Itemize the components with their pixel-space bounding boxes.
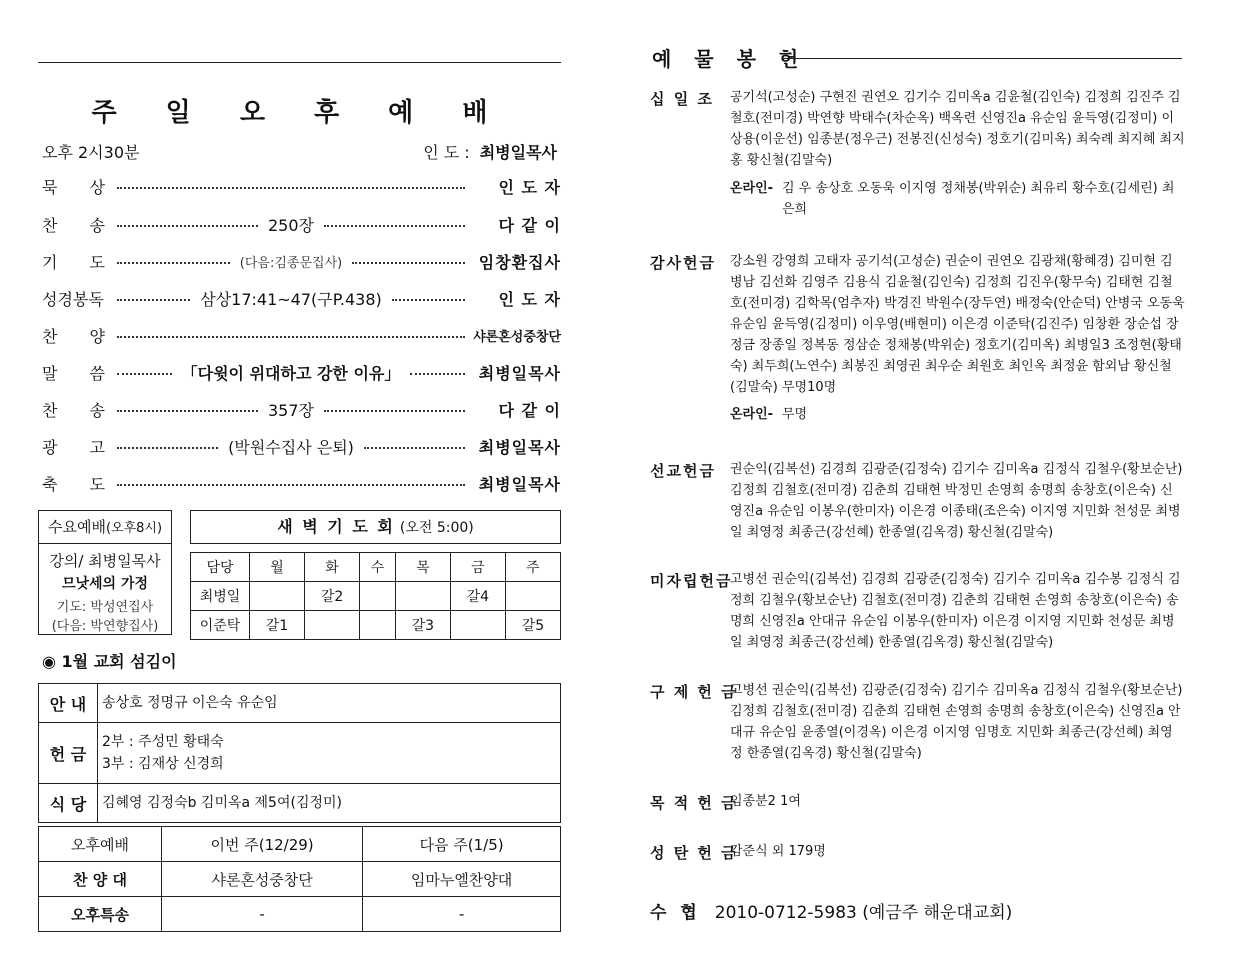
online-names: 김 우 송상호 오동욱 이지영 정채봉(박위순) 최유리 황수호(김세린) 최은희	[782, 181, 1175, 217]
dawn-cell: 갈1	[250, 611, 305, 640]
order-label-char: 도	[89, 252, 105, 272]
duty-label: 헌 금	[39, 723, 98, 784]
online-label: 온라인-	[730, 407, 774, 422]
order-row	[38, 212, 561, 236]
order-item: (박원수집사 은퇴)	[228, 437, 354, 457]
duty-line: 송상호 정명규 이은숙 유순임	[102, 695, 278, 711]
offering-label: 십 일 조	[650, 90, 714, 108]
dawn-cell: 갈5	[505, 611, 560, 640]
order-row	[38, 397, 561, 421]
account-label: 수 협	[650, 903, 701, 923]
order-label	[38, 250, 113, 273]
duty-names	[98, 684, 561, 723]
offering-names: 고병선 권순익(김복선) 김경희 김광준(김정숙) 김기수 김미옥a 김수봉 김정식 김정희 김철우(황보순난) 김철호(전미경) 김춘희 김태현 손영희 송창호(이은숙) 송명희 신영진a 안대규 유순임 이봉우(한미자) 이은경 이지영 지민화 천성문 최병일 최영정 최종근(강선혜) 한종열(김옥경) 황신철(김말숙)	[730, 572, 1181, 650]
offering-names: 임종분2 1여	[730, 794, 801, 809]
offering-title: 예 물 봉 헌	[652, 47, 807, 71]
order-label	[38, 324, 113, 347]
wednesday-topic: 므낫세의 가정	[61, 576, 149, 592]
order-label	[38, 287, 113, 310]
leader-dots	[117, 299, 190, 301]
dawn-cell	[360, 582, 396, 611]
leader-dots	[117, 336, 465, 338]
order-label	[38, 398, 113, 421]
duty-names	[98, 784, 561, 823]
duty-row	[39, 784, 561, 823]
order-label-char: 찬	[42, 326, 58, 346]
order-row	[38, 286, 561, 310]
order-row	[38, 174, 561, 198]
offering-label: 미자립헌금	[650, 572, 733, 590]
dawn-header-cell: 담당	[191, 553, 250, 582]
wednesday-title-box	[38, 510, 172, 544]
order-item: 250장	[268, 215, 314, 235]
wednesday-info-box	[38, 543, 172, 635]
weekly-table	[38, 826, 561, 932]
order-person: 샤론혼성중창단	[473, 329, 561, 345]
order-row	[38, 249, 561, 273]
weekly-cell: -	[363, 897, 561, 932]
order-person: 다 같 이	[498, 400, 561, 420]
dawn-cell: 이준탁	[191, 611, 250, 640]
dawn-header-row	[191, 553, 561, 582]
online-names: 무명	[782, 407, 808, 422]
leader-label: 인 도 :	[423, 143, 470, 162]
order-label-char: 양	[89, 326, 105, 346]
service-leader	[423, 140, 557, 163]
duty-row	[39, 723, 561, 784]
weekly-cell: -	[162, 897, 363, 932]
order-row	[38, 360, 561, 384]
order-label-char: 광	[42, 437, 58, 457]
wednesday-time: (오후8시)	[105, 521, 163, 536]
offering-label: 선교헌금	[650, 462, 716, 480]
offering-names: 고병선 권순익(김복선) 김광준(김정숙) 김기수 김미옥a 김정식 김철우(황보순난) 김정희 김철호(전미경) 김춘희 김태현 손영희 송명희 송창호(이은숙) 신영진a 안대규 유순임 윤종열(이경옥) 이은경 이지영 임명호 지민화 최종근(강선혜) 최영정 한종열(김옥경) 황신철(김말숙)	[730, 683, 1183, 761]
dawn-cell: 최병일	[191, 582, 250, 611]
order-label	[38, 361, 113, 384]
order-label-char: 성경봉독	[42, 289, 104, 309]
weekly-cell: 찬 양 대	[39, 862, 162, 897]
dawn-title-box	[190, 510, 561, 544]
weekly-cell: 오후특송	[39, 897, 162, 932]
duty-line: 2부 : 주성민 황태숙	[102, 734, 224, 750]
order-label-char: 송	[89, 400, 105, 420]
offering-label: 성 탄 헌 금	[650, 844, 738, 862]
order-label-char: 고	[89, 437, 105, 457]
service-time: 오후 2시30분	[42, 143, 140, 162]
online-label: 온라인-	[730, 181, 774, 196]
dawn-header-cell: 금	[450, 553, 505, 582]
weekly-cell: 이번 주(12/29)	[162, 827, 363, 862]
wednesday-prayer: 기도: 박성연집사	[56, 600, 154, 615]
order-row	[38, 323, 561, 347]
offering-names: 권순익(김복선) 김경희 김광준(김정숙) 김기수 김미옥a 김정식 김철우(황보순난) 김정희 김철호(전미경) 김춘희 김태현 박정민 손영희 송명희 송창호(이은숙) 신영진a 유순임 이봉우(한미자) 이은경 이종태(조은숙) 이지영 지민화 천성문 최병일 최영정 최종근(강선혜) 한종열(김옥경) 황신철(김말숙)	[730, 462, 1183, 540]
dawn-cell: 갈4	[450, 582, 505, 611]
order-label	[38, 213, 113, 236]
leader-dots	[117, 262, 230, 264]
account-number: 2010-0712-5983 (예금주 해운대교회)	[714, 903, 1013, 923]
order-label-char: 상	[89, 177, 105, 197]
dawn-title: 새 벽 기 도 회	[277, 517, 395, 536]
dawn-cell	[505, 582, 560, 611]
duty-names	[98, 723, 561, 784]
leader-dots	[117, 225, 258, 227]
service-title: 주 일 오 후 예 배	[91, 98, 508, 128]
dawn-header-cell: 수	[360, 553, 396, 582]
leader-dots	[117, 484, 465, 486]
order-item: (다음:김종문집사)	[239, 255, 343, 271]
leader-name: 최병일목사	[479, 143, 557, 162]
order-label-char: 씀	[89, 363, 105, 383]
account-line	[650, 898, 1012, 923]
order-person: 인 도 자	[498, 177, 561, 197]
offering-names: 공기석(고성순) 구현진 권연오 김기수 김미옥a 김윤철(김인숙) 김정희 김진주 김철호(전미경) 박연향 박태수(차순옥) 백옥련 신영진a 유순임 윤득영(김정미) 이상용(이운선) 임종분(정우근) 전봉진(신성숙) 정호기(김미옥) 최숙례 최지혜 최지홍 황신철(김말숙)	[730, 90, 1185, 168]
order-label-char: 축	[42, 474, 58, 494]
order-person: 임창환집사	[478, 252, 561, 272]
order-person: 인 도 자	[498, 289, 562, 309]
weekly-cell: 오후예배	[39, 827, 162, 862]
weekly-row	[39, 897, 561, 932]
dawn-cell: 갈3	[395, 611, 450, 640]
dawn-header-cell: 목	[395, 553, 450, 582]
order-person: 최병일목사	[478, 363, 562, 383]
offering-names: 강소원 강영희 고태자 공기석(고성순) 권순이 권연오 김광채(황혜경) 김미현 김병남 김선화 김영주 김용식 김윤철(김인숙) 김정희 김진우(황무숙) 김태현 김철호(전미경) 김학목(엄추자) 박경진 박원수(장두연) 배정숙(안순덕) 안병국 오동욱 유순임 윤득영(김정미) 이우영(배현미) 이은경 이준탁(김진주) 임창환 장순섭 장정금 장종일 정복동 정삼순 정채봉(박위순) 정호기(김미옥) 최병일3 조정현(황태숙) 최두희(노연수) 최봉진 최영권 최우순 최원호 최인옥 최정윤 함외남 황신철(김말숙) 무명10명	[730, 254, 1185, 395]
order-item: 「다윗이 위대하고 강한 이유」	[181, 363, 401, 383]
leader-dots	[324, 225, 465, 227]
online-line	[730, 404, 1185, 425]
duty-title: ◉ 1월 교회 섬김이	[42, 652, 177, 671]
order-label-char: 송	[89, 215, 105, 235]
dawn-header-cell: 화	[305, 553, 360, 582]
order-label-char: 도	[89, 474, 105, 494]
right-top-rule	[782, 58, 1182, 59]
leader-dots	[117, 410, 258, 412]
order-label	[38, 175, 113, 198]
order-label-char: 찬	[42, 400, 58, 420]
leader-dots	[410, 373, 465, 375]
order-person: 최병일목사	[478, 437, 562, 457]
dawn-cell: 갈2	[305, 582, 360, 611]
weekly-row	[39, 862, 561, 897]
order-person: 최병일목사	[478, 474, 561, 494]
dawn-cell	[360, 611, 396, 640]
wednesday-next: (다음: 박연향집사)	[51, 619, 159, 634]
leader-dots	[364, 447, 465, 449]
leader-dots	[352, 262, 465, 264]
order-row	[38, 434, 561, 458]
duty-row	[39, 684, 561, 723]
dawn-cell	[450, 611, 505, 640]
weekly-header-row	[39, 827, 561, 862]
leader-dots	[117, 373, 172, 375]
wednesday-title: 수요예배	[47, 518, 106, 536]
left-column	[38, 0, 561, 973]
wednesday-lecture: 강의/ 최병일목사	[49, 552, 161, 570]
offering-names: 감준식 외 179명	[730, 844, 826, 859]
online-line	[730, 178, 1185, 220]
leader-dots	[324, 410, 465, 412]
leader-dots	[117, 447, 218, 449]
leader-dots	[117, 187, 465, 189]
offering-label: 감사헌금	[650, 254, 716, 272]
duty-line: 3부 : 김재상 신경희	[102, 756, 224, 772]
weekly-cell: 다음 주(1/5)	[363, 827, 561, 862]
dawn-time: (오전 5:00)	[399, 520, 474, 536]
order-label-char: 찬	[42, 215, 58, 235]
weekly-cell: 샤론혼성중창단	[162, 862, 363, 897]
order-label-char: 기	[42, 252, 58, 272]
order-label	[38, 435, 113, 458]
offering-label: 목 적 헌 금	[650, 794, 738, 812]
offering-label: 구 제 헌 금	[650, 683, 738, 701]
dawn-cell	[305, 611, 360, 640]
order-label	[38, 472, 113, 495]
order-label-char: 묵	[42, 177, 58, 197]
order-item: 357장	[268, 400, 314, 420]
dawn-header-cell: 주	[505, 553, 560, 582]
duty-table	[38, 683, 561, 823]
order-item: 삼상17:41~47(구P.438)	[200, 289, 382, 309]
dawn-schedule-table	[190, 552, 561, 640]
order-row	[38, 471, 561, 495]
dawn-cell	[250, 582, 305, 611]
dawn-cell	[395, 582, 450, 611]
dawn-row	[191, 611, 561, 640]
order-label-char: 말	[42, 363, 58, 383]
dawn-row	[191, 582, 561, 611]
weekly-cell: 임마누엘찬양대	[363, 862, 561, 897]
duty-label: 식 당	[39, 784, 98, 823]
duty-line: 김혜영 김정숙b 김미옥a 제5여(김정미)	[102, 795, 342, 811]
leader-dots	[392, 299, 465, 301]
order-person: 다 같 이	[498, 215, 561, 235]
duty-label: 안 내	[39, 684, 98, 723]
dawn-header-cell: 월	[250, 553, 305, 582]
